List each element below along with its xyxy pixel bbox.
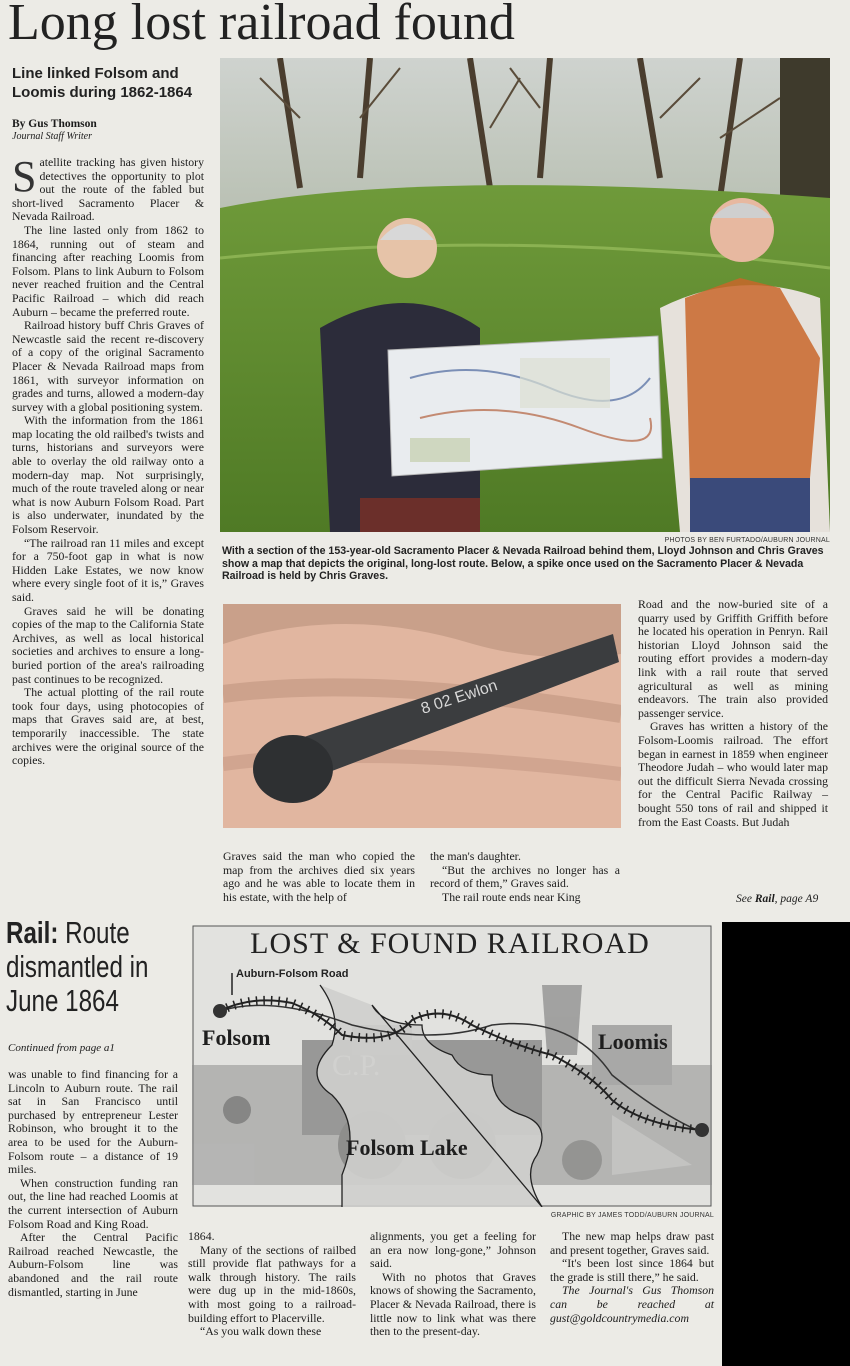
men-holding-map-photo [220,58,830,532]
continued-from: Continued from page a1 [8,1042,115,1054]
paragraph: After the Central Pacific Railroad reached Newcastle, the Auburn-Folsom line was abandoned and the rail route dismantled, starting in June [8,1230,178,1299]
paragraph: Many of the sections of railbed still provide flat pathways for a walk through history. The rails were dug up in the mid-1860s, with most going to a railroad-building effort to Placerville. [188,1242,356,1325]
byline-title: Journal Staff Writer [12,131,92,142]
paragraph: Railroad history buff Chris Graves of Newcastle said the recent re-discovery of a copy of the original Sacramento Placer & Nevada Railroad maps from 1861, with surveyor information on grades and turns, allowed a modern-day survey with a global positioning system. [12,318,204,414]
continuation-column-4 [550,1230,714,1325]
paragraph: With the information from the 1861 map locating the old railbed's twists and turns, historians and surveyors were able to overlay the old railway onto a modern-day map. Not surprisingly, much of the route traveled along or near what is now Auburn Folsom Road. Part is also underwater, inundated by the Folsom Reservoir. [12,413,204,537]
paragraph: 1864. [188,1229,215,1243]
paragraph: alignments, you get a feeling for an era now long-gone,” Johnson said. [370,1229,536,1271]
paragraph: The actual plotting of the rail route took four days, using photocopies of maps that Graves said are, at best, temporarily inaccessible. The state archives were the original source of the copies. [12,685,204,768]
paragraph: Graves has written a history of the Folsom-Loomis railroad. The effort began in earnest in 1859 when engineer Theodore Judah – who would later map out the difficult Sierra Nevada crossing for the Central Pacific Railway – bought 550 tons of rail and shipped it from the East Coasts. But Judah [638,719,828,829]
graphic-credit: GRAPHIC BY JAMES TODD/AUBURN JOURNAL [550,1212,714,1219]
continuation-column-2 [188,1230,356,1339]
continuation-headline: Rail: Route dismantled in June 1864 [6,915,149,1018]
historic-map [388,336,662,476]
road-label: Auburn-Folsom Road [236,968,349,980]
lost-found-railroad-map [192,925,712,1207]
spike-photo [223,604,621,828]
folsom-label: Folsom [202,1025,271,1050]
byline: By Gus Thomson [12,118,97,130]
photo-credit: PHOTOS BY BEN FURTADO/AUBURN JOURNAL [664,537,830,544]
paragraph: Graves said he will be donating copies of the map to the California State Archives, as well as local historical societies and archives to ensure a long-buried portion of the area's railroading past continues to be recognized. [12,603,204,686]
paragraph: Road and the now-buried site of a quarry used by Griffith Griffith before he located his operation in Penryn. Rail historian Lloyd Johnson said the routing effort provides a modern-day link with a rail route that served agricultural as well as mining endeavors. The train also provided passenger service. [638,597,828,720]
paragraph-lead: Satellite tracking has given history detectives the opportunity to plot out the route of the fabled but short-lived Sacramento Placer & Nevada Railroad. [12,156,204,224]
paragraph: “But the archives no longer has a record of them,” Graves said. [430,862,620,891]
article-column-1 [12,156,204,914]
jump-reference: See Rail, page A9 [736,893,819,905]
headline: Long lost railroad found [8,0,515,51]
article-column-2 [223,850,415,904]
paragraph: The Journal's Gus Thomson can be reached at gust@goldcountrymedia.com [550,1283,714,1325]
spike-marking: 8 02 Ewlon [418,677,500,718]
continuation-column-3 [370,1230,536,1339]
main-photo [220,58,830,532]
paragraph: The line lasted only from 1862 to 1864, running out of steam and financing after reaching Loomis from Folsom. Plans to link Auburn to Folsom never reached fruition and the Central Pacific Railroad – which did reach Auburn – became the preferred route. [12,222,204,319]
railroad-spike-photo [223,604,621,828]
paragraph: “As you walk down these [200,1324,322,1339]
photo-caption: With a section of the 153-year-old Sacramento Placer & Nevada Railroad behind them, Lloyd Johnson and Chris Graves show a map that depicts the original, long-lost route. Below, a spike once used on the Sacramento Placer & Nevada Railroad is held by Chris Graves. [222,545,824,582]
paragraph: was unable to find financing for a Lincoln to Auburn route. The rail sat in San Francisco until purchased by entrepreneur Lester Robinson, who brought it to the area to be used for the Auburn-Folsom route – a distance of 19 miles. [8,1067,178,1177]
railroad-map-graphic [192,925,712,1207]
paragraph: the man's daughter. [430,849,521,863]
paragraph: When construction funding ran out, the line had reached Loomis at the current intersection of Auburn Folsom Road and King Road. [8,1175,178,1231]
continuation-column-1 [8,1068,178,1299]
paragraph: The rail route ends near King [442,889,581,904]
paragraph: “It's been lost since 1864 but the grade is still there,” he said. [550,1256,714,1284]
paragraph: With no photos that Graves knows of showing the Sacramento, Placer & Nevada Railroad, there is little now to link what was there then to the present-day. [370,1269,536,1339]
loomis-label: Loomis [598,1029,668,1054]
folsom-lake-label: Folsom Lake [346,1135,468,1160]
paragraph: “The railroad ran 11 miles and except for a 750-foot gap in what is now Hidden Lake Estates, we now know where every single foot of it is,” Graves said. [12,535,204,604]
paragraph: The new map helps draw past and present together, Graves said. [550,1229,714,1257]
drop-cap: S [12,156,37,201]
article-column-4 [638,598,828,829]
article-column-3 [430,850,620,904]
map-title: LOST & FOUND RAILROAD [250,927,650,960]
paragraph: Graves said the man who copied the map from the archives died six years ago and he was able to locate them in his estate, with the help of [223,849,415,904]
subheadline: Line linked Folsom and Loomis during 1862-1864 [12,65,193,101]
